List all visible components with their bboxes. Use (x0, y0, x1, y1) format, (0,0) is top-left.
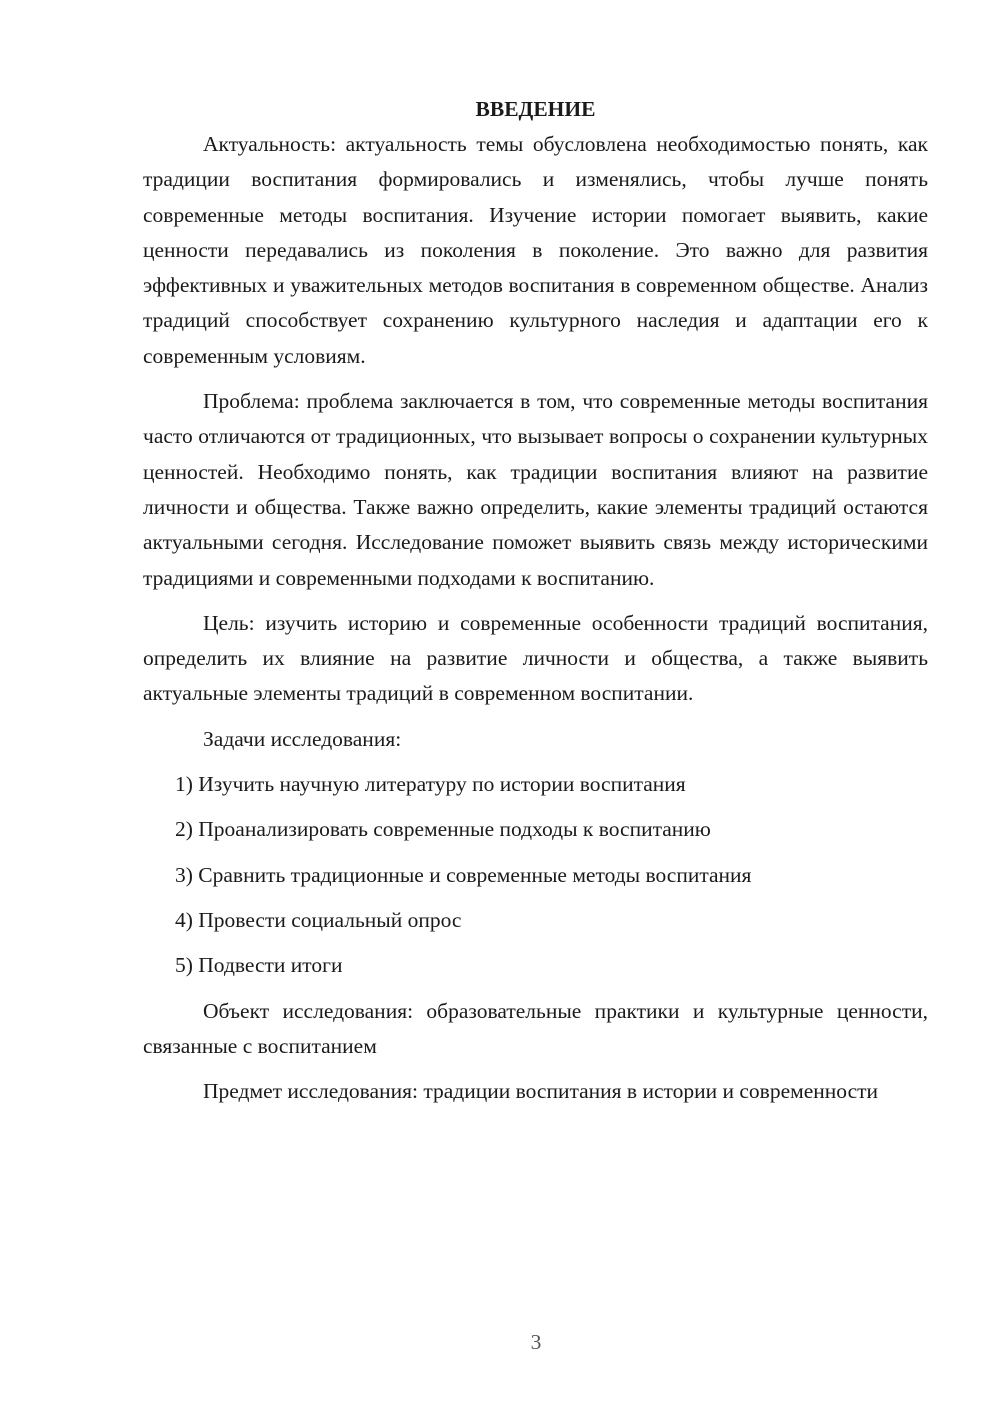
list-item: 3) Сравнить традиционные и современные методы воспитания (175, 862, 752, 887)
paragraph-relevance: Актуальность: актуальность темы обусловлена необходимостью понять, как традиции воспитания формировались и изменялись, чтобы лучше понять современные методы воспитания. Изучение истории помогает выявить, какие ценности передавались из поколения в поколение. Это важно для развития эффективных и уважительных методов воспитания в современном обществе. Анализ традиций способствует сохранению культурного наследия и адаптации его к современным условиям. (143, 132, 928, 368)
list-item: 4) Провести социальный опрос (175, 907, 462, 932)
paragraph-tasks-heading: Задачи исследования: (203, 726, 402, 751)
paragraph-problem: Проблема: проблема заключается в том, что современные методы воспитания часто отличаются от традиционных, что вызывает вопросы о сохранении культурных ценностей. Необходимо понять, как традиции воспитания влияют на развитие личности и общества. Также важно определить, какие элементы традиций остаются актуальными сегодня. Исследование поможет выявить связь между историческими традициями и современными подходами к воспитанию. (143, 389, 928, 590)
list-item: 5) Подвести итоги (175, 953, 343, 978)
paragraph-subject: Предмет исследования: традиции воспитания в истории и современности (203, 1079, 879, 1104)
paragraph-goal: Цель: изучить историю и современные особенности традиций воспитания, определить их влияние на развитие личности и общества, а также выявить актуальные элементы традиций в современном воспитании. (143, 610, 928, 706)
tasks-list (143, 767, 928, 983)
list-item: 2) Проанализировать современные подходы к воспитанию (175, 817, 711, 842)
page-number: 3 (530, 1330, 542, 1354)
section-title: ВВЕДЕНИЕ (475, 97, 596, 121)
paragraph-object: Объект исследования: образовательные практики и культурные ценности, связанные с воспитанием (143, 998, 928, 1058)
list-item: 1) Изучить научную литературу по истории воспитания (175, 772, 686, 797)
document-page (143, 92, 928, 1109)
